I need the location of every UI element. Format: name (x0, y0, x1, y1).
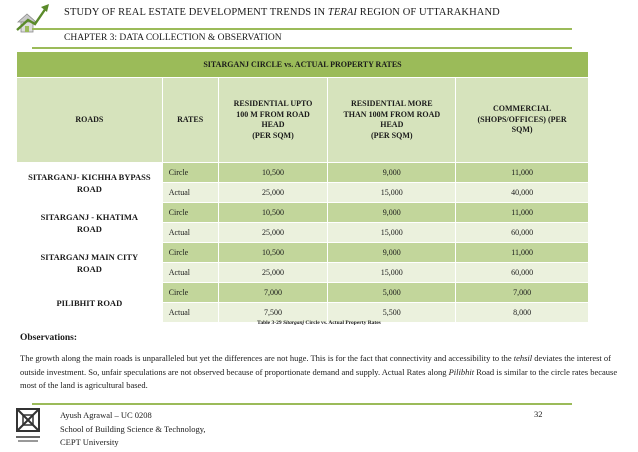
cell-commercial: 60,000 (456, 223, 589, 243)
footer-university: CEPT University (60, 437, 119, 447)
cell-residential-more: 15,000 (328, 263, 456, 283)
cell-residential-upto: 25,000 (218, 223, 328, 243)
footer-school: School of Building Science & Technology, (60, 423, 206, 434)
cell-residential-more: 9,000 (328, 203, 456, 223)
rate-type: Actual (162, 223, 218, 243)
table-row (17, 283, 589, 303)
table-title: SITARGANJ CIRCLE vs. ACTUAL PROPERTY RATES (17, 52, 589, 78)
cept-logo (14, 405, 42, 445)
road-name: SITARGANJ - KHATIMA ROAD (17, 203, 163, 243)
table-caption: Table 3-29 Sitarganj Circle vs. Actual Property Rates (257, 320, 381, 326)
header-chapter: CHAPTER 3: DATA COLLECTION & OBSERVATION (64, 33, 282, 43)
footer-author-block (60, 409, 206, 450)
footer-divider (32, 403, 572, 405)
header-divider-lower (32, 47, 572, 49)
rate-type: Circle (162, 163, 218, 183)
cell-residential-upto: 7,500 (218, 303, 328, 323)
road-name: PILIBHIT ROAD (17, 283, 163, 323)
cell-residential-upto: 25,000 (218, 183, 328, 203)
page-number: 32 (534, 409, 543, 419)
column-header-roads: ROADS (17, 78, 163, 163)
rate-type: Actual (162, 263, 218, 283)
cell-residential-more: 15,000 (328, 223, 456, 243)
cell-residential-upto: 25,000 (218, 263, 328, 283)
cell-commercial: 40,000 (456, 183, 589, 203)
property-rates-table (16, 51, 589, 323)
cell-residential-more: 9,000 (328, 243, 456, 263)
footer-author: Ayush Agrawal – UC 0208 (60, 410, 152, 420)
observations-paragraph: The growth along the main roads is unparalleled but yet the differences are not huge. This is for the fact that connectivity and accessibility to the tehsil deviates the interest of outside investment. So, unfair speculations are not observed because of proportionate demand and supply. Actual Rates along Pilibhit Road is similar to the circle rates because most of the land is agricultural based. (20, 353, 618, 391)
table-header-row (17, 78, 589, 163)
cell-residential-upto: 7,000 (218, 283, 328, 303)
table-title-row (17, 52, 589, 78)
road-name: SITARGANJ- KICHHA BYPASS ROAD (17, 163, 163, 203)
table-row (17, 243, 589, 263)
observations-heading: Observations: (20, 333, 77, 343)
table-row (17, 203, 589, 223)
rate-type: Actual (162, 183, 218, 203)
header-study-title: STUDY OF REAL ESTATE DEVELOPMENT TRENDS IN TERAI REGION OF UTTARAKHAND (64, 7, 500, 18)
cell-commercial: 60,000 (456, 263, 589, 283)
header-divider (32, 28, 572, 30)
column-header-residential-upto: RESIDENTIAL UPTO 100 M FROM ROAD HEAD (PER SQM) (218, 78, 328, 163)
cell-residential-upto: 10,500 (218, 163, 328, 183)
cell-commercial: 11,000 (456, 203, 589, 223)
cell-commercial: 11,000 (456, 163, 589, 183)
rate-type: Circle (162, 203, 218, 223)
cell-residential-upto: 10,500 (218, 203, 328, 223)
rate-type: Circle (162, 243, 218, 263)
rate-type: Circle (162, 283, 218, 303)
column-header-commercial: COMMERCIAL (SHOPS/OFFICES) (PER SQM) (456, 78, 589, 163)
rate-type: Actual (162, 303, 218, 323)
table-row (17, 163, 589, 183)
cell-commercial: 8,000 (456, 303, 589, 323)
road-name: SITARGANJ MAIN CITY ROAD (17, 243, 163, 283)
cell-residential-more: 9,000 (328, 163, 456, 183)
column-header-rates: RATES (162, 78, 218, 163)
cell-commercial: 11,000 (456, 243, 589, 263)
cell-residential-upto: 10,500 (218, 243, 328, 263)
column-header-residential-more: RESIDENTIAL MORE THAN 100M FROM ROAD HEAD (PER SQM) (328, 78, 456, 163)
cell-residential-more: 5,500 (328, 303, 456, 323)
cell-residential-more: 5,000 (328, 283, 456, 303)
cell-residential-more: 15,000 (328, 183, 456, 203)
cell-commercial: 7,000 (456, 283, 589, 303)
